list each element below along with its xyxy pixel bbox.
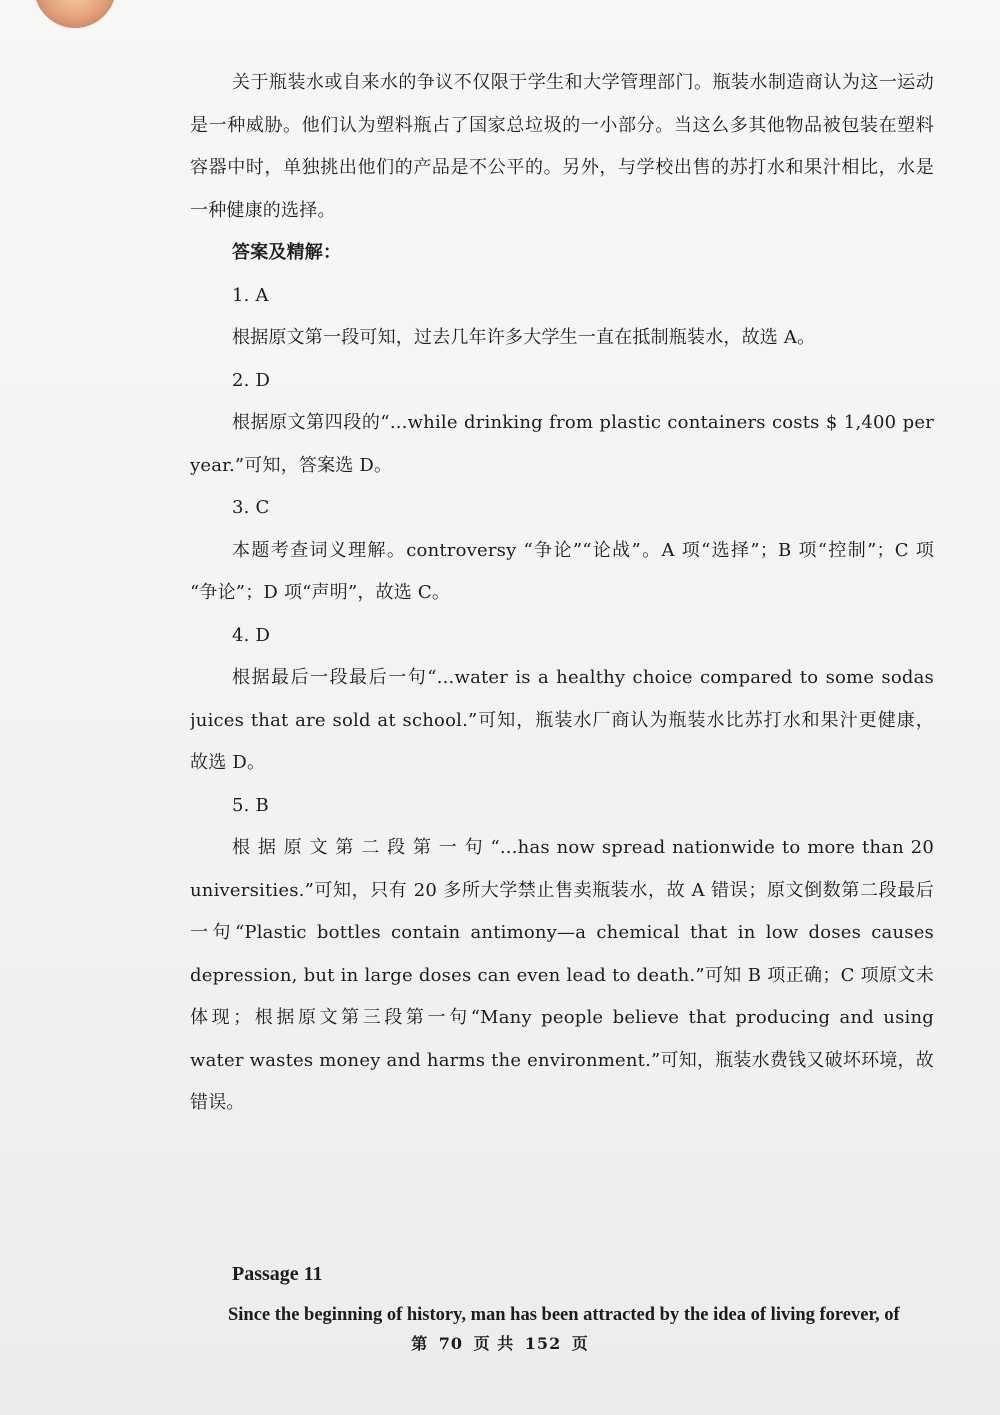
answer-explanation-line: year.”可知，答案选 D。 <box>190 454 393 476</box>
finger-thumb-decoration <box>34 0 116 28</box>
answer-number: 1. A <box>232 284 269 306</box>
answer-explanation-line: “争论”；D 项“声明”，故选 C。 <box>190 582 451 603</box>
section-gap <box>190 1125 934 1253</box>
footer-prefix: 第 <box>411 1334 429 1353</box>
answer-explanation-line: 本题考查词义理解。controversy “争论”“论战”。A 项“选择”；B 项“控制”；C 项 <box>232 539 934 561</box>
answer-number: 3. C <box>232 497 270 518</box>
answers-heading: 答案及精解： <box>232 242 342 263</box>
passage-first-line: Since the beginning of history, man has been attracted by the idea of living forever, of <box>228 1304 900 1325</box>
footer-page-number: 70 <box>438 1334 464 1353</box>
footer-middle: 页 共 <box>473 1334 515 1353</box>
answer-explanation-line: 体现；根据原文第三段第一句“Many people believe that producing and using <box>190 1007 934 1028</box>
answer-3 <box>190 487 934 615</box>
page-footer <box>0 1332 1000 1356</box>
paragraph-line-1: 关于瓶装水或自来水的争议不仅限于学生和大学管理部门。瓶装水制造商认为这一运动 <box>232 72 934 93</box>
answer-4 <box>190 615 934 785</box>
paragraph-line-3: 容器中时，单独挑出他们的产品是不公平的。另外，与学校出售的苏打水和果汁相比，水是 <box>190 157 934 178</box>
answer-explanation-line: 错误。 <box>190 1092 245 1113</box>
footer-total-pages: 152 <box>524 1334 562 1353</box>
answer-explanation-line: juices that are sold at school.”可知，瓶装水厂商认为瓶装水比苏打水和果汁更健康， <box>190 709 934 731</box>
paragraph-line-2: 是一种威胁。他们认为塑料瓶占了国家总垃圾的一小部分。当这么多其他物品被包装在塑料 <box>190 114 934 136</box>
passage-title: Passage 11 <box>232 1262 323 1285</box>
page-content <box>190 62 934 1335</box>
answer-explanation-line: 故选 D。 <box>190 752 266 773</box>
answer-2 <box>190 360 934 488</box>
answer-number: 2. D <box>232 369 271 391</box>
footer-suffix: 页 <box>571 1334 589 1353</box>
answer-explanation-line: 根据原文第四段的“...while drinking from plastic containers costs $ 1,400 per <box>232 412 934 433</box>
answer-explanation-line: water wastes money and harms the environment.”可知，瓶装水费钱又破坏环境，故 <box>190 1049 934 1071</box>
intro-paragraph <box>190 62 934 232</box>
answer-number: 4. D <box>232 624 271 646</box>
answer-explanation-line: universities.”可知，只有 20 多所大学禁止售卖瓶装水，故 A 错误；原文倒数第二段最后 <box>190 879 934 901</box>
answer-explanation-line: 根据最后一段最后一句“...water is a healthy choice compared to some sodas <box>232 667 934 688</box>
answer-explanation-line: 根 据 原 文 第 二 段 第 一 句 “...has now spread nationwide to more than 20 <box>232 837 934 858</box>
answer-number: 5. B <box>232 794 269 816</box>
paragraph-line-4: 一种健康的选择。 <box>190 199 336 221</box>
answer-explanation-line: depression, but in large doses can even lead to death.”可知 B 项正确；C 项原文未 <box>190 964 934 986</box>
answer-5 <box>190 785 934 1125</box>
answer-1 <box>190 275 934 360</box>
answer-explanation-line: 一句“Plastic bottles contain antimony—a chemical that in low doses causes <box>190 922 934 943</box>
answer-explanation-line: 根据原文第一段可知，过去几年许多大学生一直在抵制瓶装水，故选 A。 <box>232 327 816 348</box>
